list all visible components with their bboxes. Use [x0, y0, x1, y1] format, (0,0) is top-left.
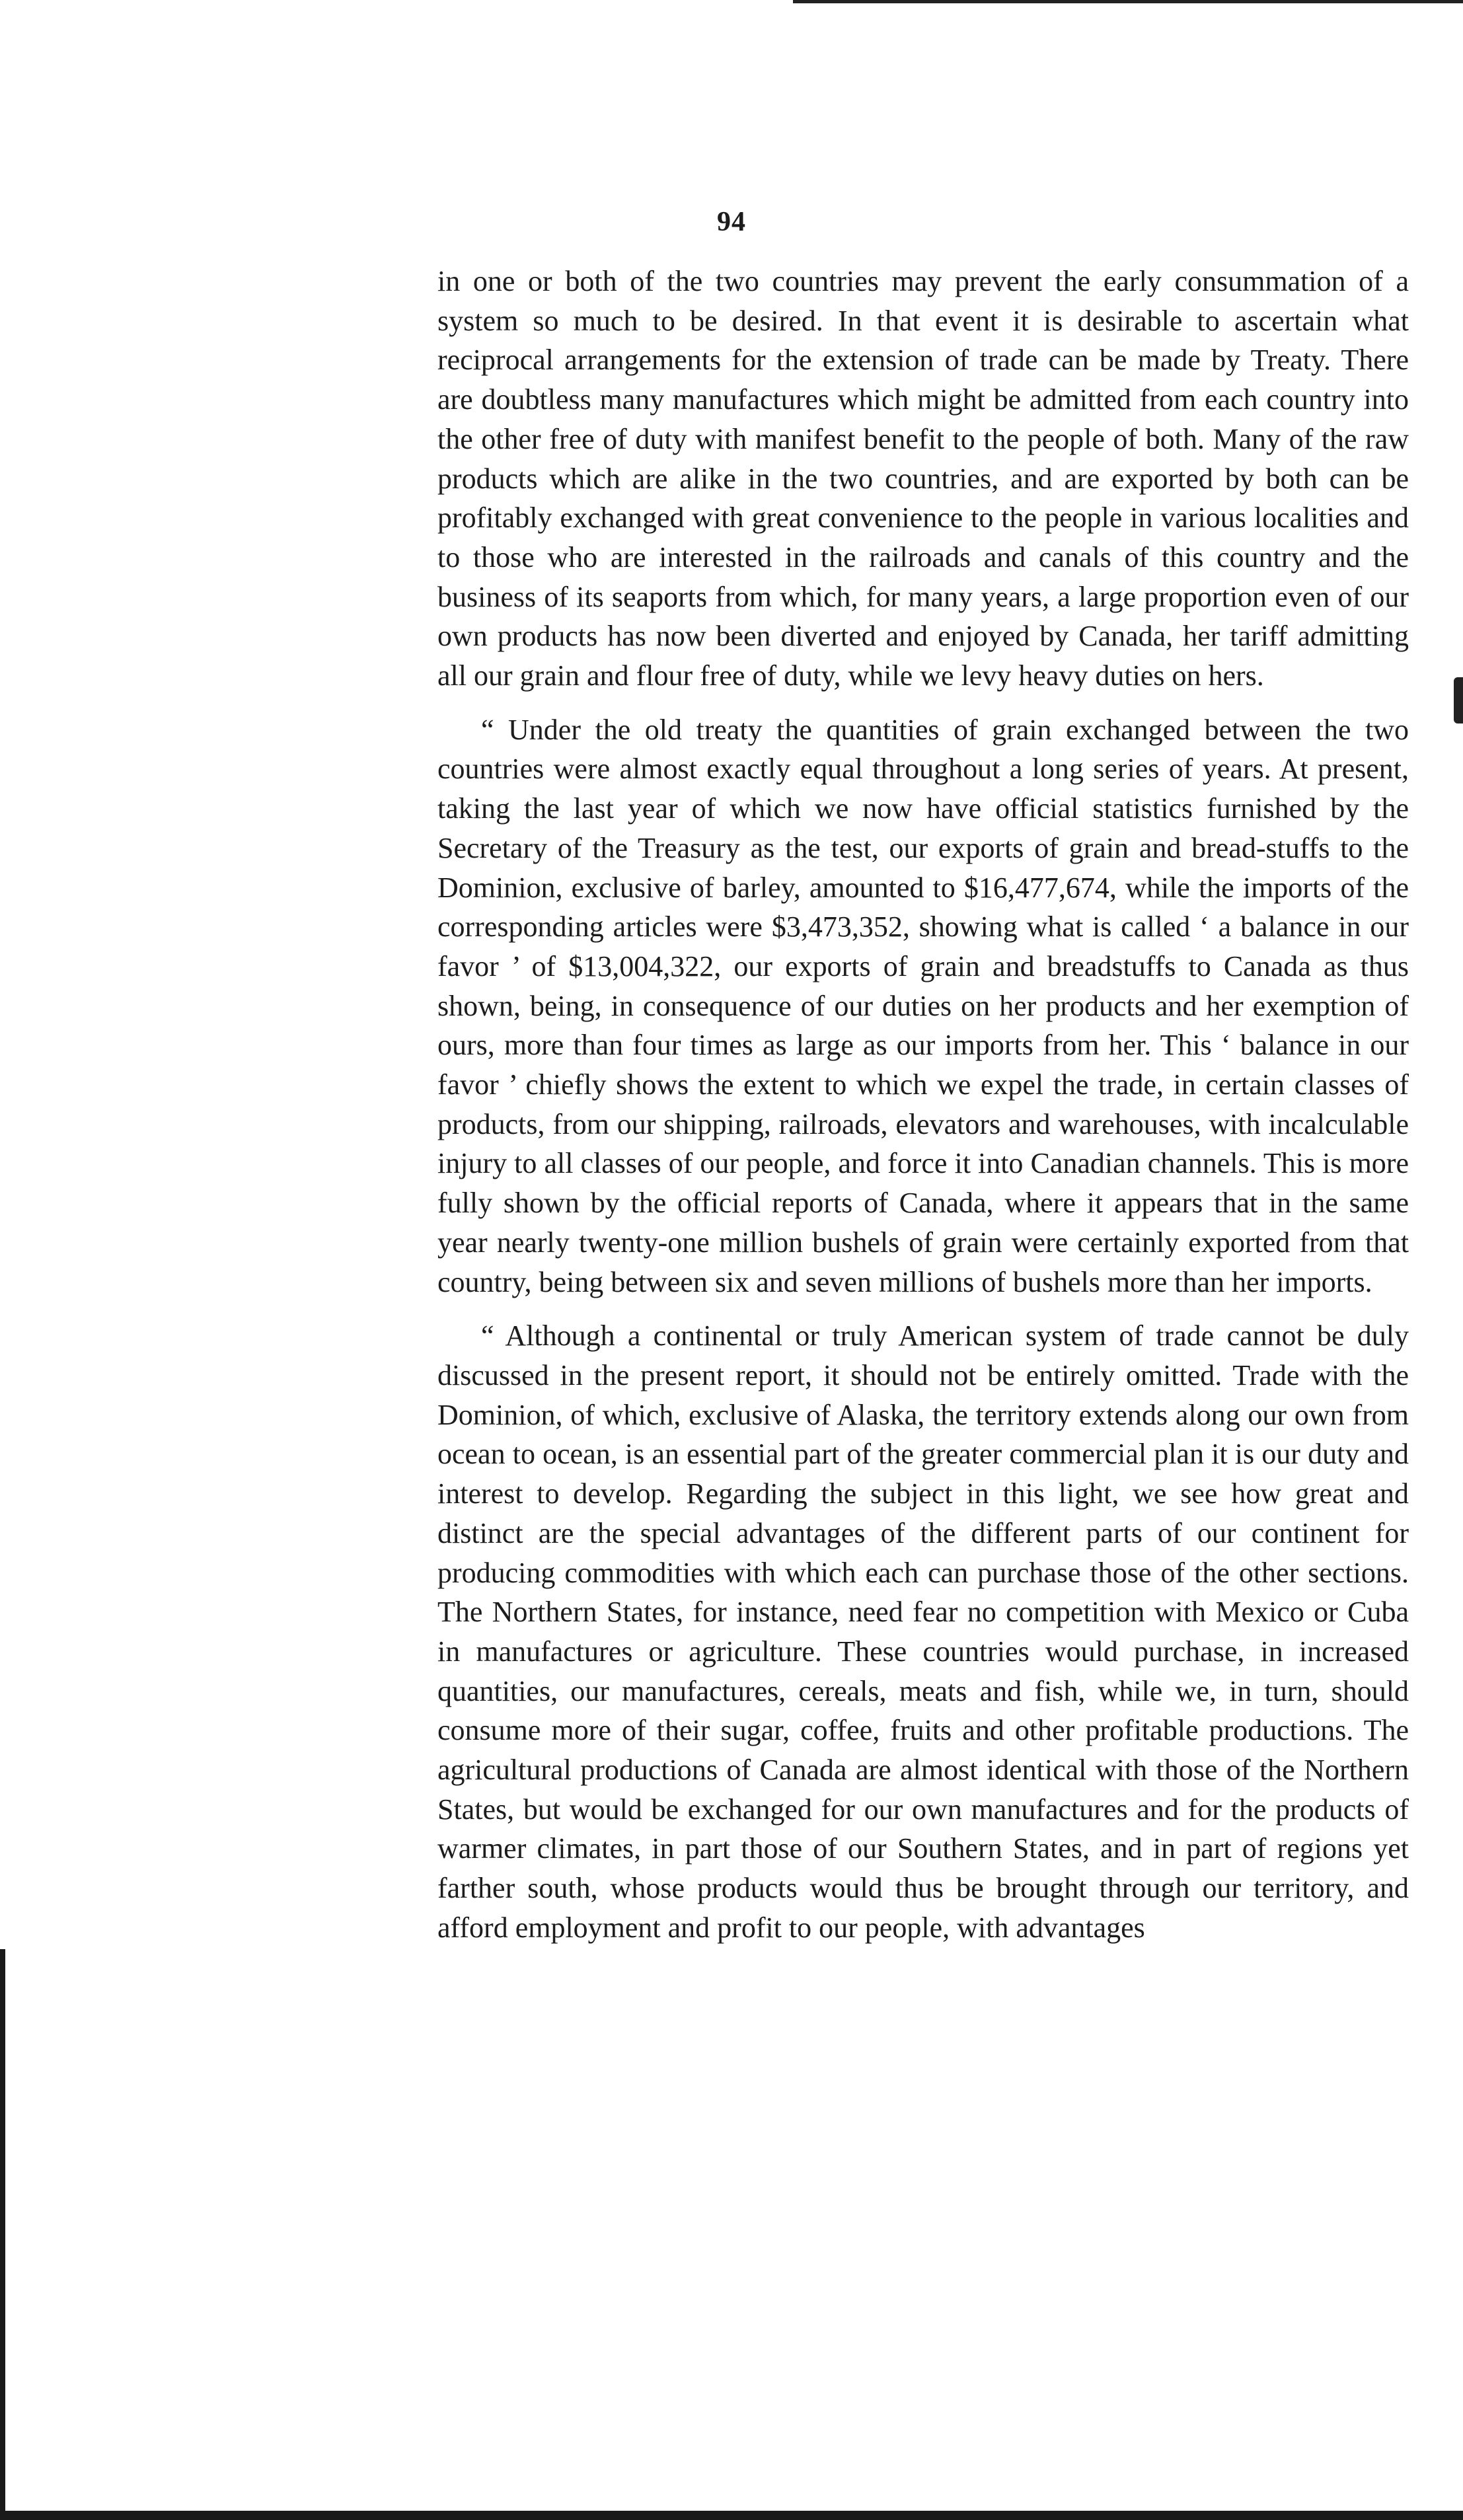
- scan-border-left: [0, 1949, 5, 2520]
- paragraph-continental-system: “ Although a continental or truly American system of trade cannot be duly discussed in the present report, it should not be entirely omitted. Trade with the Dominion, of which, exclusive of Alaska, the territory extends along our own from ocean to ocean, is an essential part of the greater commercial plan it is our duty and interest to develop. Regarding the subject in this light, we see how great and distinct are the special advantages of the different parts of our continent for producing commodities with which each can purchase those of the other sections. The Northern States, for instance, need fear no competition with Mexico or Cuba in manufactures or agriculture. These countries would purchase, in increased quantities, our manufactures, cereals, meats and fish, while we, in turn, should consume more of their sugar, coffee, fruits and other profitable productions. The agricultural productions of Canada are almost identical with those of the Northern States, but would be exchanged for our own manufactures and for the products of warmer climates, in part those of our Southern States, and in part of regions yet farther south, whose products would thus be brought through our territory, and afford employment and profit to our people, with advantages: [437, 1319, 1409, 1944]
- body-text: [437, 262, 1409, 1962]
- scan-border-top: [793, 0, 1463, 3]
- paragraph-continuation: in one or both of the two countries may prevent the early consummation of a system so much to be desired. In that event it is desirable to ascertain what reciprocal arrangements for the extension of trade can be made by Treaty. There are doubtless many manufactures which might be admitted from each country into the other free of duty with manifest benefit to the people of both. Many of the raw products which are alike in the two countries, and are exported by both can be profitably exchanged with great convenience to the people in various localities and to those who are interested in the railroads and canals of this country and the business of its seaports from which, for many years, a large proportion even of our own products has now been diverted and enjoyed by Canada, her tariff admitting all our grain and flour free of duty, while we levy heavy duties on hers.: [437, 265, 1409, 692]
- scan-border-bottom: [0, 2511, 1463, 2520]
- page-number: 94: [717, 207, 746, 237]
- margin-artifact: [1454, 677, 1463, 723]
- paragraph-old-treaty: “ Under the old treaty the quantities of grain exchanged between the two countries were almost exactly equal throughout a long series of years. At present, taking the last year of which we now have official statistics furnished by the Secretary of the Treasury as the test, our exports of grain and bread-stuffs to the Dominion, exclusive of barley, amounted to $16,477,674, while the imports of the corresponding articles were $3,473,352, showing what is called ‘ a balance in our favor ’ of $13,004,322, our exports of grain and breadstuffs to Canada as thus shown, being, in consequence of our duties on her products and her exemption of ours, more than four times as large as our imports from her. This ‘ balance in our favor ’ chiefly shows the extent to which we expel the trade, in certain classes of products, from our shipping, railroads, elevators and warehouses, with incalculable injury to all classes of our people, and force it into Canadian channels. This is more fully shown by the official reports of Canada, where it appears that in the same year nearly twenty-one million bushels of grain were certainly exported from that country, being between six and seven millions of bushels more than her imports.: [437, 713, 1409, 1298]
